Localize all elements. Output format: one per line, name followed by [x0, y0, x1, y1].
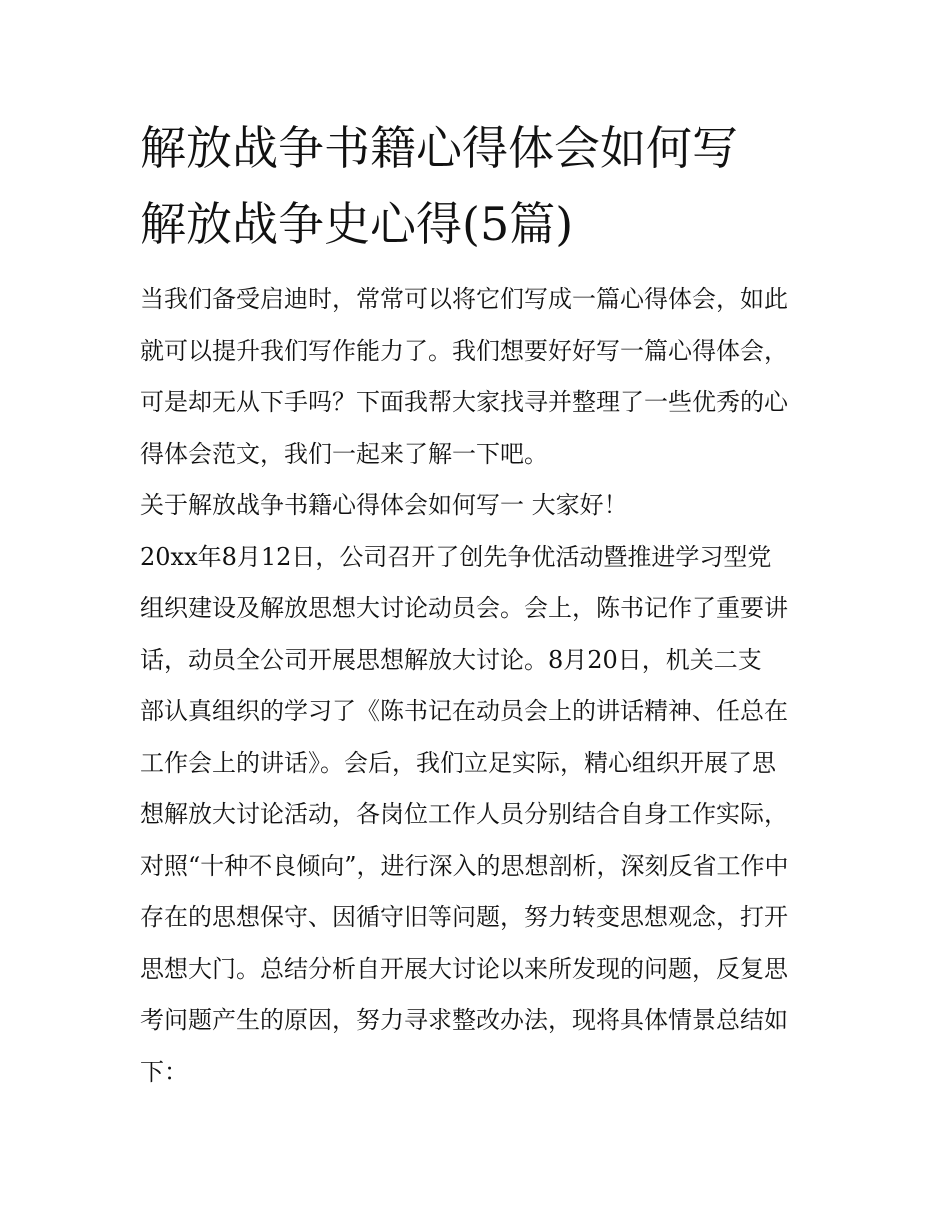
document-page	[140, 110, 820, 1098]
intro-line: 得体会范文，我们一起来了解一下吧。	[140, 439, 548, 468]
intro-line: 可是却无从下手吗？下面我帮大家找寻并整理了一些优秀的心	[140, 388, 788, 416]
body-line: 下：	[140, 1057, 188, 1086]
intro-line: 就可以提升我们写作能力了。我们想要好好写一篇心得体会，	[140, 336, 788, 365]
body-paragraph	[140, 532, 820, 1099]
body-line: 存在的思想保守、因循守旧等问题，努力转变思想观念，打开	[140, 903, 788, 931]
document-body	[140, 274, 820, 1098]
body-line: 对照“十种不良倾向”，进行深入的思想剖析，深刻反省工作中	[140, 851, 789, 880]
title-line-2: 解放战争史心得(5篇)	[140, 197, 574, 251]
section-heading-text: 关于解放战争书籍心得体会如何写一 大家好！	[140, 491, 628, 519]
body-line: 想解放大讨论活动，各岗位工作人员分别结合自身工作实际，	[140, 800, 788, 828]
intro-line: 当我们备受启迪时，常常可以将它们写成一篇心得体会，如此	[140, 285, 788, 313]
intro-paragraph	[140, 274, 820, 480]
body-line: 话，动员全公司开展思想解放大讨论。8月20日，机关二支	[140, 645, 762, 674]
body-line: 工作会上的讲话》。会后，我们立足实际，精心组织开展了思	[140, 748, 776, 777]
document-title	[140, 110, 820, 262]
body-line: 考问题产生的原因，努力寻求整改办法，现将具体情景总结如	[140, 1006, 788, 1034]
body-line: 20xx年8月12日，公司召开了创先争优活动暨推进学习型党	[140, 542, 772, 571]
body-line: 组织建设及解放思想大讨论动员会。会上，陈书记作了重要讲	[140, 594, 788, 622]
body-line: 思想大门。总结分析自开展大讨论以来所发现的问题，反复思	[140, 954, 788, 983]
title-line-1: 解放战争书籍心得体会如何写	[140, 121, 738, 175]
body-line: 部认真组织的学习了《陈书记在动员会上的讲话精神、任总在	[140, 697, 788, 725]
section-heading	[140, 480, 820, 532]
